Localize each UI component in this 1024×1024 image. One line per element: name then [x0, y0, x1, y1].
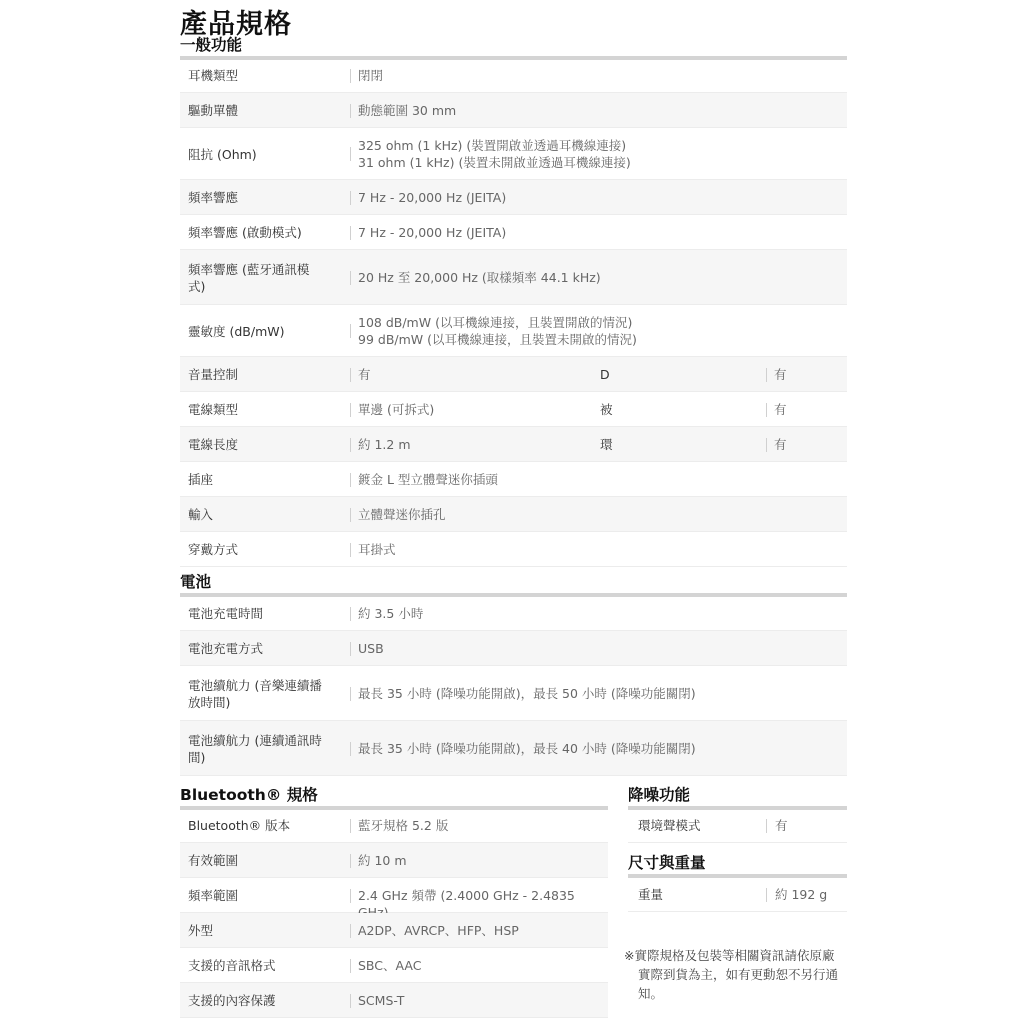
disclaimer-line: 實際到貨為主，如有更動恕不另行通: [638, 967, 839, 982]
cell-divider: [766, 888, 767, 902]
section-general-title: 一般功能: [180, 36, 243, 54]
cell-divider: [350, 642, 351, 656]
cell-divider: [766, 438, 767, 452]
spec-value-line: 藍牙規格 5.2 版: [358, 818, 449, 833]
spec-label: [600, 366, 610, 383]
spec-row: [180, 596, 847, 631]
spec-row: [628, 877, 847, 912]
cell-divider: [350, 368, 351, 382]
cell-divider: [766, 819, 767, 833]
spec-label: [188, 957, 276, 974]
spec-value: [358, 541, 396, 558]
spec-label-line: D: [600, 367, 610, 382]
spec-row: [180, 948, 608, 983]
spec-label: [188, 817, 290, 834]
cell-divider: [350, 403, 351, 417]
spec-label-line: 電池續航力 (連續通訊時: [188, 733, 322, 748]
spec-row: [180, 983, 608, 1018]
spec-row: [180, 721, 847, 776]
spec-row: [180, 497, 847, 532]
spec-value: [775, 886, 827, 903]
spec-value-line: 99 dB/mW (以耳機線連接，且裝置未開啟的情況): [358, 332, 637, 347]
spec-label-line: 支援的內容保護: [188, 993, 276, 1008]
spec-label: [188, 471, 213, 488]
spec-value-line: 約 1.2 m: [358, 437, 411, 452]
spec-value-line: 立體聲迷你插孔: [358, 507, 446, 522]
cell-divider: [766, 368, 767, 382]
spec-label: [188, 541, 238, 558]
spec-value-line: 2.4 GHz 頻帶 (2.4000 GHz - 2.4835: [358, 888, 575, 903]
spec-value-line: 有: [358, 367, 371, 382]
spec-row: [180, 128, 847, 180]
spec-label-line: 電池充電方式: [188, 641, 264, 656]
spec-value: [358, 102, 456, 119]
spec-value-line: 約 192 g: [775, 887, 828, 902]
spec-value-line: 有: [774, 437, 787, 452]
spec-value: [358, 471, 498, 488]
spec-label: [188, 67, 238, 84]
spec-row: [180, 392, 847, 427]
spec-label: [188, 922, 213, 939]
spec-value: [358, 685, 696, 702]
spec-row: [180, 843, 608, 878]
spec-label: [188, 261, 309, 295]
spec-label: [188, 102, 238, 119]
spec-value: [358, 992, 404, 1009]
spec-label-line: 支援的音訊格式: [188, 958, 276, 973]
spec-label: [188, 506, 213, 523]
spec-label-line: 穿戴方式: [188, 542, 239, 557]
spec-label: [638, 817, 701, 834]
spec-label-line: 電池充電時間: [188, 606, 264, 621]
spec-value-line: 有: [774, 367, 787, 382]
cell-divider: [350, 994, 351, 1008]
section-size-weight-title: 尺寸與重量: [628, 854, 706, 872]
spec-label: [188, 366, 238, 383]
spec-row: [180, 808, 608, 843]
spec-label: [188, 605, 263, 622]
spec-label-line: 耳機類型: [188, 68, 239, 83]
cell-divider: [350, 854, 351, 868]
spec-row: [180, 462, 847, 497]
spec-value: [358, 401, 434, 418]
cell-divider: [350, 924, 351, 938]
cell-divider: [350, 104, 351, 118]
cell-divider: [350, 889, 351, 903]
spec-value: [775, 817, 788, 834]
spec-value-line: 動態範圍 30 mm: [358, 103, 457, 118]
spec-value: [774, 436, 787, 453]
spec-label: [188, 436, 238, 453]
cell-divider: [350, 543, 351, 557]
spec-value-line: A2DP、AVRCP、HFP、HSP: [358, 923, 519, 938]
spec-value: [358, 740, 696, 757]
spec-value: [358, 957, 421, 974]
spec-value: [358, 436, 411, 453]
spec-value-line: 最長 35 小時 (降噪功能開啟)，最長 40 小時 (降噪功能關閉): [358, 741, 696, 756]
spec-value: [358, 817, 448, 834]
spec-value: [358, 224, 506, 241]
spec-value-line: 單邊 (可拆式): [358, 402, 435, 417]
spec-value-line: 7 Hz - 20,000 Hz (JEITA): [358, 190, 507, 205]
spec-label: [188, 640, 263, 657]
cell-divider: [350, 69, 351, 83]
spec-value-line: 7 Hz - 20,000 Hz (JEITA): [358, 225, 507, 240]
spec-value-line: USB: [358, 641, 384, 656]
spec-label-line: 頻率響應: [188, 190, 239, 205]
spec-value-line: 約 10 m: [358, 853, 407, 868]
spec-label-line: 電線類型: [188, 402, 239, 417]
spec-row: [180, 250, 847, 305]
spec-label-line: 放時間): [188, 695, 231, 710]
spec-value-line: 有: [774, 402, 787, 417]
spec-value: [358, 922, 519, 939]
spec-label-line: 有效範圍: [188, 853, 239, 868]
cell-divider: [350, 819, 351, 833]
cell-divider: [350, 226, 351, 240]
spec-label-line: 被: [600, 402, 613, 417]
spec-label: [188, 146, 257, 163]
spec-row: [628, 808, 847, 843]
cell-divider: [350, 607, 351, 621]
spec-value-line: SBC、AAC: [358, 958, 422, 973]
spec-value: [358, 314, 637, 348]
cell-divider: [350, 742, 351, 756]
spec-label-line: 阻抗 (Ohm): [188, 147, 257, 162]
spec-value-line: 有: [775, 818, 788, 833]
spec-row: [180, 215, 847, 250]
spec-row: [180, 180, 847, 215]
spec-value: [358, 640, 384, 657]
spec-value-line: 108 dB/mW (以耳機線連接，且裝置開啟的情況): [358, 315, 633, 330]
spec-value: [774, 401, 787, 418]
spec-label-line: 插座: [188, 472, 214, 487]
spec-label: [600, 401, 613, 418]
cell-divider: [350, 687, 351, 701]
spec-value: [358, 137, 631, 171]
spec-label: [188, 852, 238, 869]
spec-row: [180, 357, 847, 392]
spec-row: [180, 666, 847, 721]
spec-label: [188, 323, 285, 340]
spec-label-line: 電線長度: [188, 437, 239, 452]
cell-divider: [350, 508, 351, 522]
spec-label-line: 外型: [188, 923, 214, 938]
spec-label-line: 環境聲模式: [638, 818, 701, 833]
spec-value-line: 鍍金 L 型立體聲迷你插頭: [358, 472, 498, 487]
spec-label-line: 靈敏度 (dB/mW): [188, 324, 285, 339]
spec-row: [180, 532, 847, 567]
spec-label: [188, 677, 322, 711]
spec-value: [774, 366, 787, 383]
spec-label-line: 頻率響應 (藍牙通訊模: [188, 262, 310, 277]
spec-value-line: 耳掛式: [358, 542, 396, 557]
spec-value: [358, 506, 446, 523]
spec-label-line: 音量控制: [188, 367, 239, 382]
spec-label-line: Bluetooth® 版本: [188, 818, 291, 833]
spec-value: [358, 269, 601, 286]
spec-value-line: 約 3.5 小時: [358, 606, 424, 621]
spec-label-line: 頻率響應 (啟動模式): [188, 225, 302, 240]
section-battery-title: 電池: [180, 573, 212, 591]
spec-value-line: 最長 35 小時 (降噪功能開啟)，最長 50 小時 (降噪功能關閉): [358, 686, 696, 701]
spec-row: [180, 631, 847, 666]
spec-row: [180, 427, 847, 462]
spec-row: [180, 58, 847, 93]
spec-value: [358, 189, 506, 206]
cell-divider: [350, 147, 351, 161]
page-title: 產品規格: [180, 9, 292, 40]
cell-divider: [350, 271, 351, 285]
spec-label-line: 式): [188, 279, 206, 294]
spec-label-line: 重量: [638, 887, 664, 902]
spec-label-line: 輸入: [188, 507, 214, 522]
spec-label-line: 電池續航力 (音樂連續播: [188, 678, 322, 693]
spec-value: [358, 366, 371, 383]
spec-value-line: SCMS-T: [358, 993, 405, 1008]
spec-value: [358, 67, 383, 84]
spec-label-line: 驅動單體: [188, 103, 239, 118]
spec-row: [180, 305, 847, 357]
spec-row: [180, 913, 608, 948]
spec-value: [358, 852, 407, 869]
spec-label: [188, 401, 238, 418]
spec-label-line: 間): [188, 750, 206, 765]
spec-row: [180, 878, 608, 913]
spec-value-line: 閉閉: [358, 68, 384, 83]
section-bluetooth-title: Bluetooth® 規格: [180, 786, 318, 804]
disclaimer-note: [624, 946, 856, 1003]
spec-value: [358, 605, 423, 622]
spec-value-line: 20 Hz 至 20,000 Hz (取樣頻率 44.1 kHz): [358, 270, 601, 285]
cell-divider: [766, 403, 767, 417]
spec-label: [638, 886, 663, 903]
spec-label-line: 環: [600, 437, 613, 452]
cell-divider: [350, 438, 351, 452]
section-noise-cancel-title: 降噪功能: [628, 786, 691, 804]
disclaimer-line: 知。: [638, 986, 664, 1001]
cell-divider: [350, 191, 351, 205]
cell-divider: [350, 324, 351, 338]
spec-label: [188, 887, 238, 904]
disclaimer-line: ※實際規格及包裝等相關資訊請依原廠: [624, 948, 835, 963]
spec-label-line: 頻率範圍: [188, 888, 239, 903]
spec-label: [188, 732, 322, 766]
spec-label: [188, 992, 276, 1009]
spec-row: [180, 93, 847, 128]
cell-divider: [350, 959, 351, 973]
spec-value-line: 31 ohm (1 kHz) (裝置未開啟並透過耳機線連接): [358, 155, 631, 170]
spec-label: [188, 224, 302, 241]
spec-value-line: 325 ohm (1 kHz) (裝置開啟並透過耳機線連接): [358, 138, 627, 153]
cell-divider: [350, 473, 351, 487]
spec-label: [188, 189, 238, 206]
spec-label: [600, 436, 613, 453]
